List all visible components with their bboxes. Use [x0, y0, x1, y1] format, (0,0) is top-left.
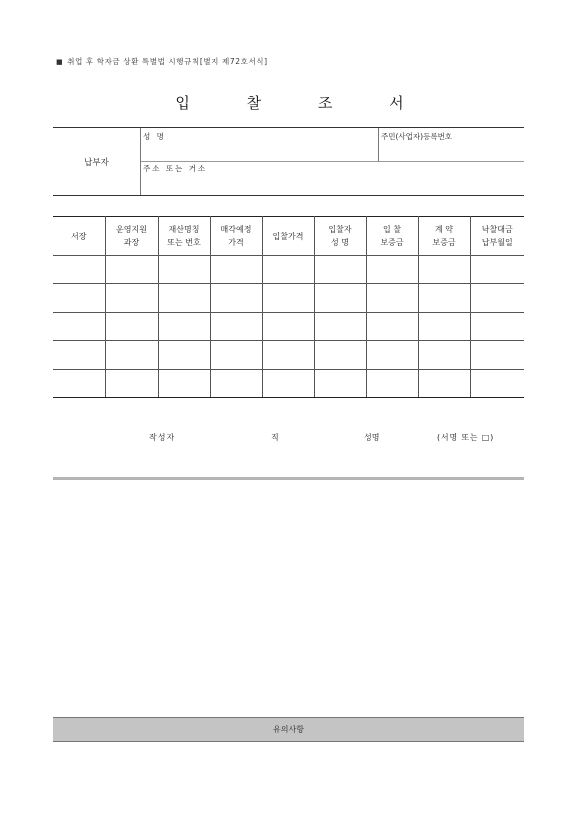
payer-address-field[interactable] — [141, 162, 524, 195]
table-cell[interactable] — [105, 312, 158, 340]
table-cell[interactable] — [158, 369, 210, 397]
notes-title: 유의사항 — [273, 725, 304, 734]
payer-label: 납부자 — [53, 128, 141, 195]
table-cell[interactable] — [105, 369, 158, 397]
table-cell[interactable] — [470, 256, 524, 284]
table-cell[interactable] — [470, 369, 524, 397]
table-row — [53, 312, 524, 340]
notes-header — [53, 717, 524, 742]
signature-hint[interactable]: (서명 또는 □) — [437, 433, 494, 442]
table-cell[interactable] — [366, 284, 418, 312]
table-cell[interactable] — [262, 312, 314, 340]
table-cell[interactable] — [158, 312, 210, 340]
table-cell[interactable] — [105, 256, 158, 284]
table-cell[interactable] — [314, 284, 366, 312]
table-cell[interactable] — [418, 341, 470, 369]
header-office-chief: 서장 — [53, 217, 105, 256]
header-bidder-name: 입찰자 성 명 — [314, 217, 366, 256]
header-expected-sale-price: 매각예정 가격 — [210, 217, 262, 256]
table-cell[interactable] — [105, 284, 158, 312]
table-cell[interactable] — [53, 284, 105, 312]
position-label: 직 — [271, 433, 279, 442]
table-cell[interactable] — [158, 284, 210, 312]
table-cell[interactable] — [210, 256, 262, 284]
table-cell[interactable] — [314, 369, 366, 397]
table-cell[interactable] — [210, 284, 262, 312]
table-cell[interactable] — [314, 312, 366, 340]
header-property-name: 재산명칭 또는 번호 — [158, 217, 210, 256]
header-payment-date: 낙찰대금 납부월일 — [470, 217, 524, 256]
form-title: 입 찰 조 서 — [175, 94, 430, 112]
table-row — [53, 256, 524, 284]
payer-section — [53, 127, 524, 196]
table-cell[interactable] — [366, 256, 418, 284]
payer-address-label: 주소 또는 거소 — [143, 164, 208, 173]
table-cell[interactable] — [470, 284, 524, 312]
table-cell[interactable] — [418, 369, 470, 397]
table-cell[interactable] — [262, 284, 314, 312]
table-cell[interactable] — [418, 256, 470, 284]
table-header-row — [53, 217, 524, 256]
table-cell[interactable] — [158, 256, 210, 284]
table-cell[interactable] — [210, 369, 262, 397]
table-cell[interactable] — [418, 312, 470, 340]
regulation-reference — [56, 56, 268, 67]
table-cell[interactable] — [262, 369, 314, 397]
table-cell[interactable] — [314, 341, 366, 369]
payer-name-label: 성 명 — [143, 132, 166, 141]
writer-label: 작성자 — [149, 433, 176, 442]
table-cell[interactable] — [418, 284, 470, 312]
table-cell[interactable] — [366, 312, 418, 340]
table-cell[interactable] — [314, 256, 366, 284]
header-bid-deposit: 입 찰 보증금 — [366, 217, 418, 256]
table-cell[interactable] — [262, 256, 314, 284]
table-cell[interactable] — [53, 369, 105, 397]
payer-registration-number-label: 주민(사업자)등록번호 — [381, 132, 453, 141]
signer-name-label: 성명 — [364, 433, 380, 442]
payer-registration-number-field[interactable] — [379, 128, 524, 162]
header-support-section-chief: 운영지원 과장 — [105, 217, 158, 256]
table-cell[interactable] — [158, 341, 210, 369]
regulation-text: 취업 후 학자금 상환 특별법 시행규칙[별지 제72호서식] — [67, 57, 268, 66]
square-bullet-icon: ■ — [56, 58, 64, 66]
table-cell[interactable] — [53, 256, 105, 284]
section-divider — [53, 477, 524, 480]
table-cell[interactable] — [53, 341, 105, 369]
header-bid-price: 입찰가격 — [262, 217, 314, 256]
bid-table — [53, 216, 524, 398]
payer-name-field[interactable] — [141, 128, 379, 162]
table-cell[interactable] — [262, 341, 314, 369]
table-cell[interactable] — [470, 341, 524, 369]
table-cell[interactable] — [366, 369, 418, 397]
table-row — [53, 341, 524, 369]
table-cell[interactable] — [470, 312, 524, 340]
table-row — [53, 369, 524, 397]
table-row — [53, 284, 524, 312]
table-cell[interactable] — [366, 341, 418, 369]
table-cell[interactable] — [210, 341, 262, 369]
table-cell[interactable] — [210, 312, 262, 340]
header-contract-deposit: 계 약 보증금 — [418, 217, 470, 256]
table-cell[interactable] — [53, 312, 105, 340]
table-cell[interactable] — [105, 341, 158, 369]
